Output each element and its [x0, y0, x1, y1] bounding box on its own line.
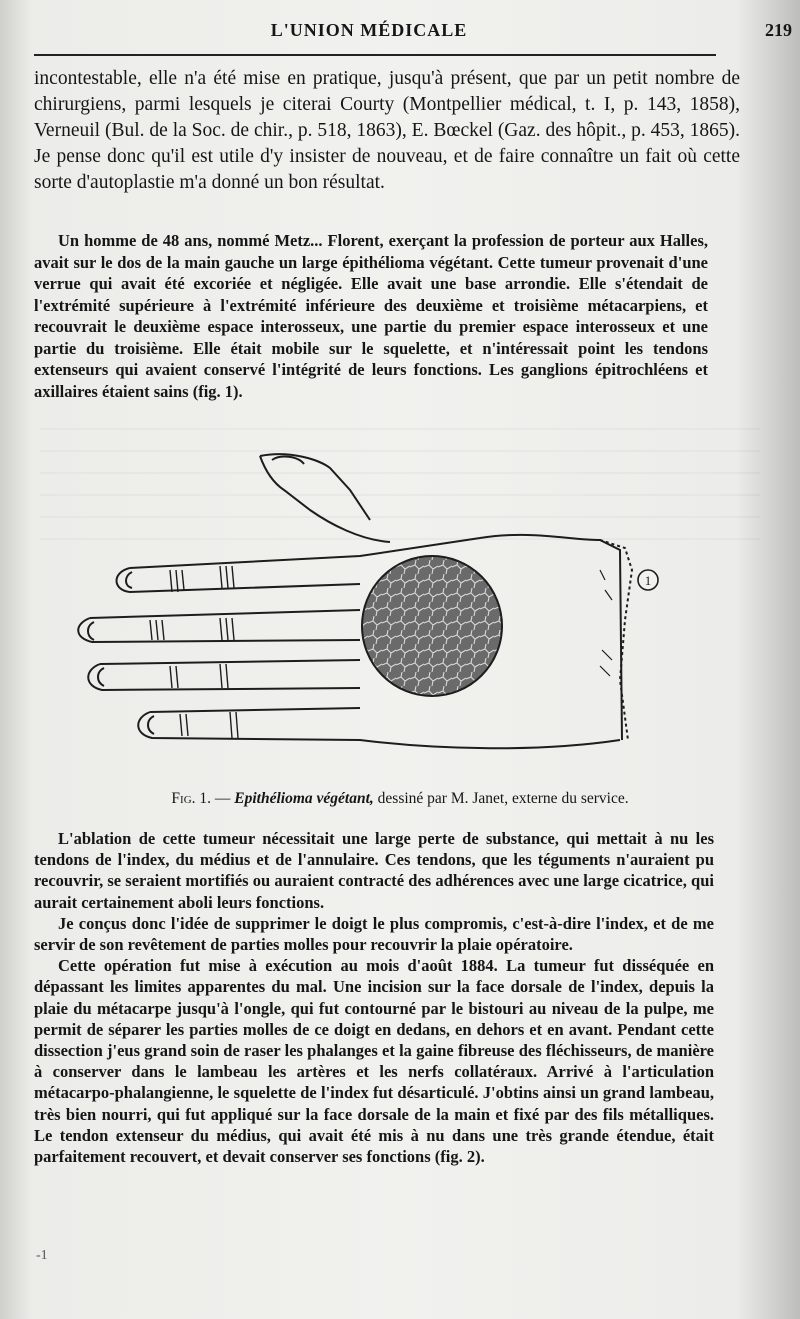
caption-label: Fig. 1.	[171, 790, 212, 807]
journal-title: L'UNION MÉDICALE	[270, 20, 468, 40]
middle-finger-outline	[90, 610, 360, 618]
hand-illustration	[60, 420, 670, 780]
page-number: 219	[765, 20, 792, 40]
ring-finger-outline	[100, 660, 360, 664]
footer-mark: -1	[36, 1248, 48, 1263]
body-paragraph-1: L'ablation de cette tumeur nécessitait une large perte de substance, qui mettait à nu les tendons de l'index, du médius et de l'annulaire. Ces tendons, que les téguments n'auraient pu recouvrir, se seraient mortifiés ou auraient contracté des adhérences avec une large cicatrice, qui aurait certainement aboli leurs fonctions.	[34, 829, 714, 912]
case-report-paragraph	[34, 230, 708, 402]
header-rule	[34, 54, 716, 56]
little-finger-outline	[150, 708, 360, 712]
body-paragraph-2: Je conçus donc l'idée de supprimer le doigt le plus compromis, c'est-à-dire l'index, et de me servir de son revêtement de parties molles pour recouvrir la plaie opératoire.	[34, 913, 714, 955]
hand-drawing	[60, 420, 670, 780]
thumb-outline	[260, 454, 370, 520]
body-paragraph-3: Cette opération fut mise à exécution au mois d'août 1884. La tumeur fut disséquée en dépassant les limites apparentes du mal. Une incision sur la face dorsale de l'index, depuis la plaie du métacarpe jusqu'à l'ongle, qui fut contourné par le bistouri au niveau de la pulpe, me permit de séparer les parties molles de ce doigt en dedans, en dehors et en avant. Pendant cette dissection j'eus grand soin de raser les phalanges et la gaine fibreuse des fléchisseurs, de manière à conserver dans le lambeau les artères et les nerfs collatéraux. Arrivé à l'articulation métacarpo-phalangienne, le squelette de l'index fut désarticulé. J'obtins ainsi un grand lambeau, très bien nourri, qui fut appliqué sur la face dorsale de la main et fixé par des fils métalliques. Le tendon extenseur du médius, qui avait été mis à nu dans une très grande étendue, était parfaitement recouvert, et devait conserver ses fonctions (fig. 2).	[34, 956, 714, 1167]
caption-dash: —	[211, 790, 235, 807]
figure-marker-label: 1	[644, 573, 652, 588]
caption-title: Epithélioma végétant,	[234, 790, 374, 807]
tumour-mass	[362, 556, 502, 696]
intro-text: incontestable, elle n'a été mise en pratique, jusqu'à présent, que par un petit nombre de chirurgiens, parmi lesquels je citerai Courty (Montpellier médical, t. I, p. 143, 1858), Verneuil (Bul. de la Soc. de chir., p. 518, 1863), E. Bœckel (Gaz. des hôpit., p. 453, 1865). Je pense donc qu'il est utile d'y insister de nouveau, et de faire connaître un fait où cette sorte d'autoplastie m'a donné un bon résultat.	[34, 68, 740, 193]
case-text: Un homme de 48 ans, nommé Metz... Florent, exerçant la profession de porteur aux Halles, avait sur le dos de la main gauche un large épithélioma végétant. Cette tumeur provenait d'une verrue qui avait été excoriée et négligée. Elle avait une base arrondie. Elle s'étendait de l'extrémité supérieure à l'extrémité inférieure des deuxième et troisième métacarpiens, et recouvrait le deuxième espace interosseux, une partie du premier espace interosseux et une partie du troisième. Elle était mobile sur le squelette, et n'intéressait point les tendons extenseurs qui avaient conservé l'intégrité de leurs fonctions. Les ganglions épitrochléens et axillaires étaient sains (fig. 1).	[34, 231, 708, 401]
intro-paragraph	[34, 66, 740, 196]
main-body	[34, 828, 714, 1167]
figure-caption	[100, 790, 700, 808]
running-header	[30, 18, 792, 48]
caption-rest: dessiné par M. Janet, externe du service.	[373, 790, 629, 807]
